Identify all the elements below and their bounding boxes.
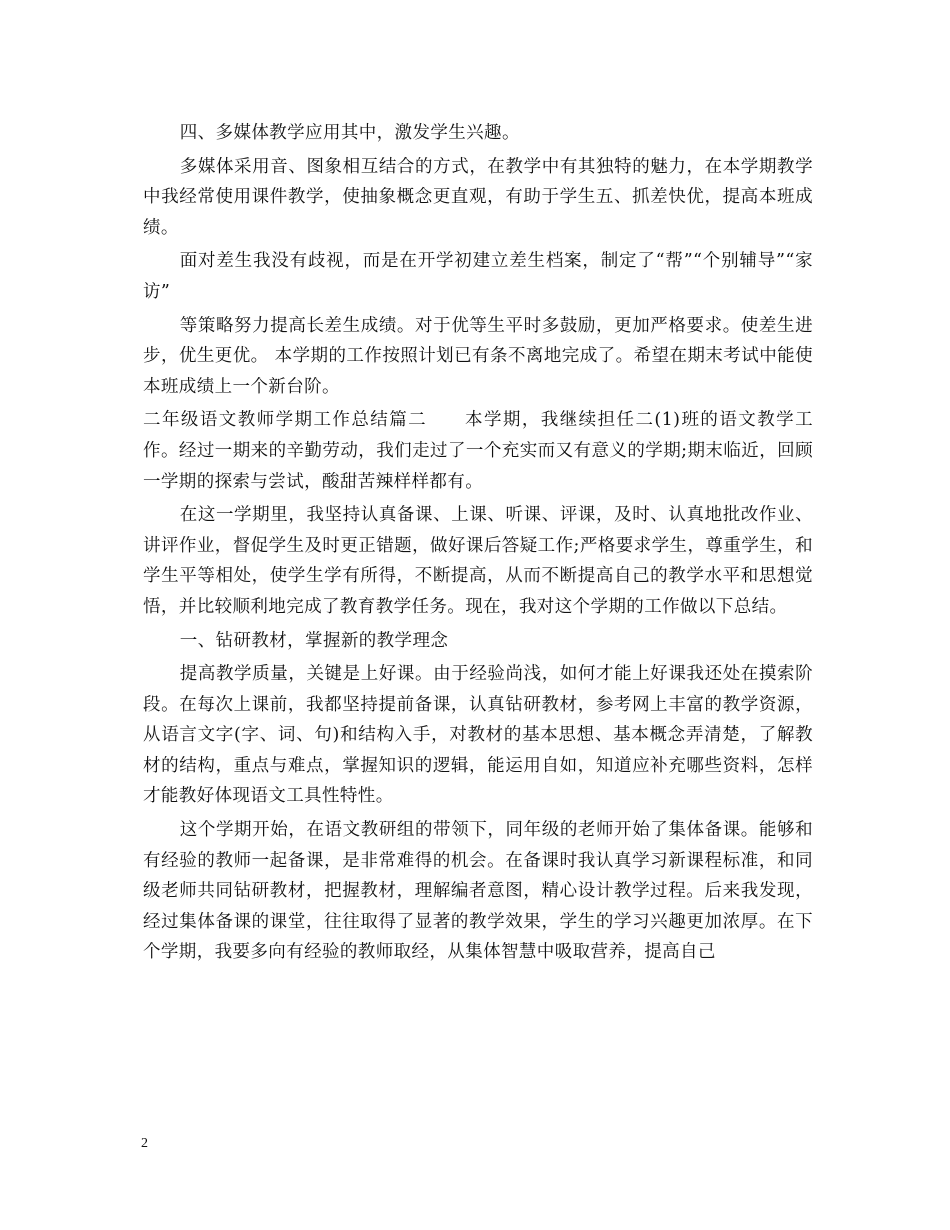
paragraph: 这个学期开始，在语文教研组的带领下，同年级的老师开始了集体备课。能够和有经验的教师一起备课，是非常难得的机会。在备课时我认真学习新课程标准，和同级老师共同钻研教材，把握教材，理解编者意图，精心设计教学过程。后来我发现，经过集体备课的课堂，往往取得了显著的教学效果，学生的学习兴趣更加浓厚。在下个学期，我要多向有经验的教师取经，从集体智慧中吸取营养，提高自己 (143, 820, 813, 963)
section-heading-multimedia: 四、多媒体教学应用其中，激发学生兴趣。 (179, 123, 520, 143)
paragraph: 在这一学期里，我坚持认真备课、上课、听课、评课，及时、认真地批改作业、讲评作业，督促学生及时更正错题，做好课后答疑工作;严格要求学生，尊重学生，和学生平等相处，使学生学有所得，不断提高，从而不断提高自己的教学水平和思想觉悟，并比较顺利地完成了教育教学任务。现在，我对这个学期的工作做以下总结。 (143, 505, 813, 617)
paragraph: 提高教学质量，关键是上好课。由于经验尚浅，如何才能上好课我还处在摸索阶段。在每次上课前，我都坚持提前备课，认真钻研教材，参考网上丰富的教学资源，从语言文字(字、词、句)和结构入手，对教材的基本思想、基本概念弄清楚，了解教材的结构，重点与难点，掌握知识的逻辑，能运用自如，知道应补充哪些资料，怎样才能教好体现语文工具性特性。 (143, 664, 813, 807)
paragraph: 面对差生我没有歧视，而是在开学初建立差生档案，制定了“帮”“个别辅导”“家访” (143, 251, 813, 302)
paragraph: 等策略努力提高长差生成绩。对于优等生平时多鼓励，更加严格要求。使差生进步，优生更优。 本学期的工作按照计划已有条不离地完成了。希望在期末考试中能使本班成绩上一个新台阶。 (143, 315, 813, 397)
page-number: 2 (141, 1136, 148, 1151)
paragraph: 多媒体采用音、图象相互结合的方式，在教学中有其独特的魅力，在本学期教学中我经常使用课件教学，使抽象概念更直观，有助于学生五、抓差快优，提高本班成绩。 (143, 156, 813, 238)
paragraph-article-two-start: 二年级语文教师学期工作总结篇二 本学期，我继续担任二(1)班的语文教学工作。经过一期来的辛勤劳动，我们走过了一个充实而又有意义的学期;期末临近，回顾一学期的探索与尝试，酸甜苦辣样样都有。 (143, 410, 813, 492)
section-heading-textbook: 一、钻研教材，掌握新的教学理念 (179, 630, 449, 651)
body-text (143, 118, 813, 971)
